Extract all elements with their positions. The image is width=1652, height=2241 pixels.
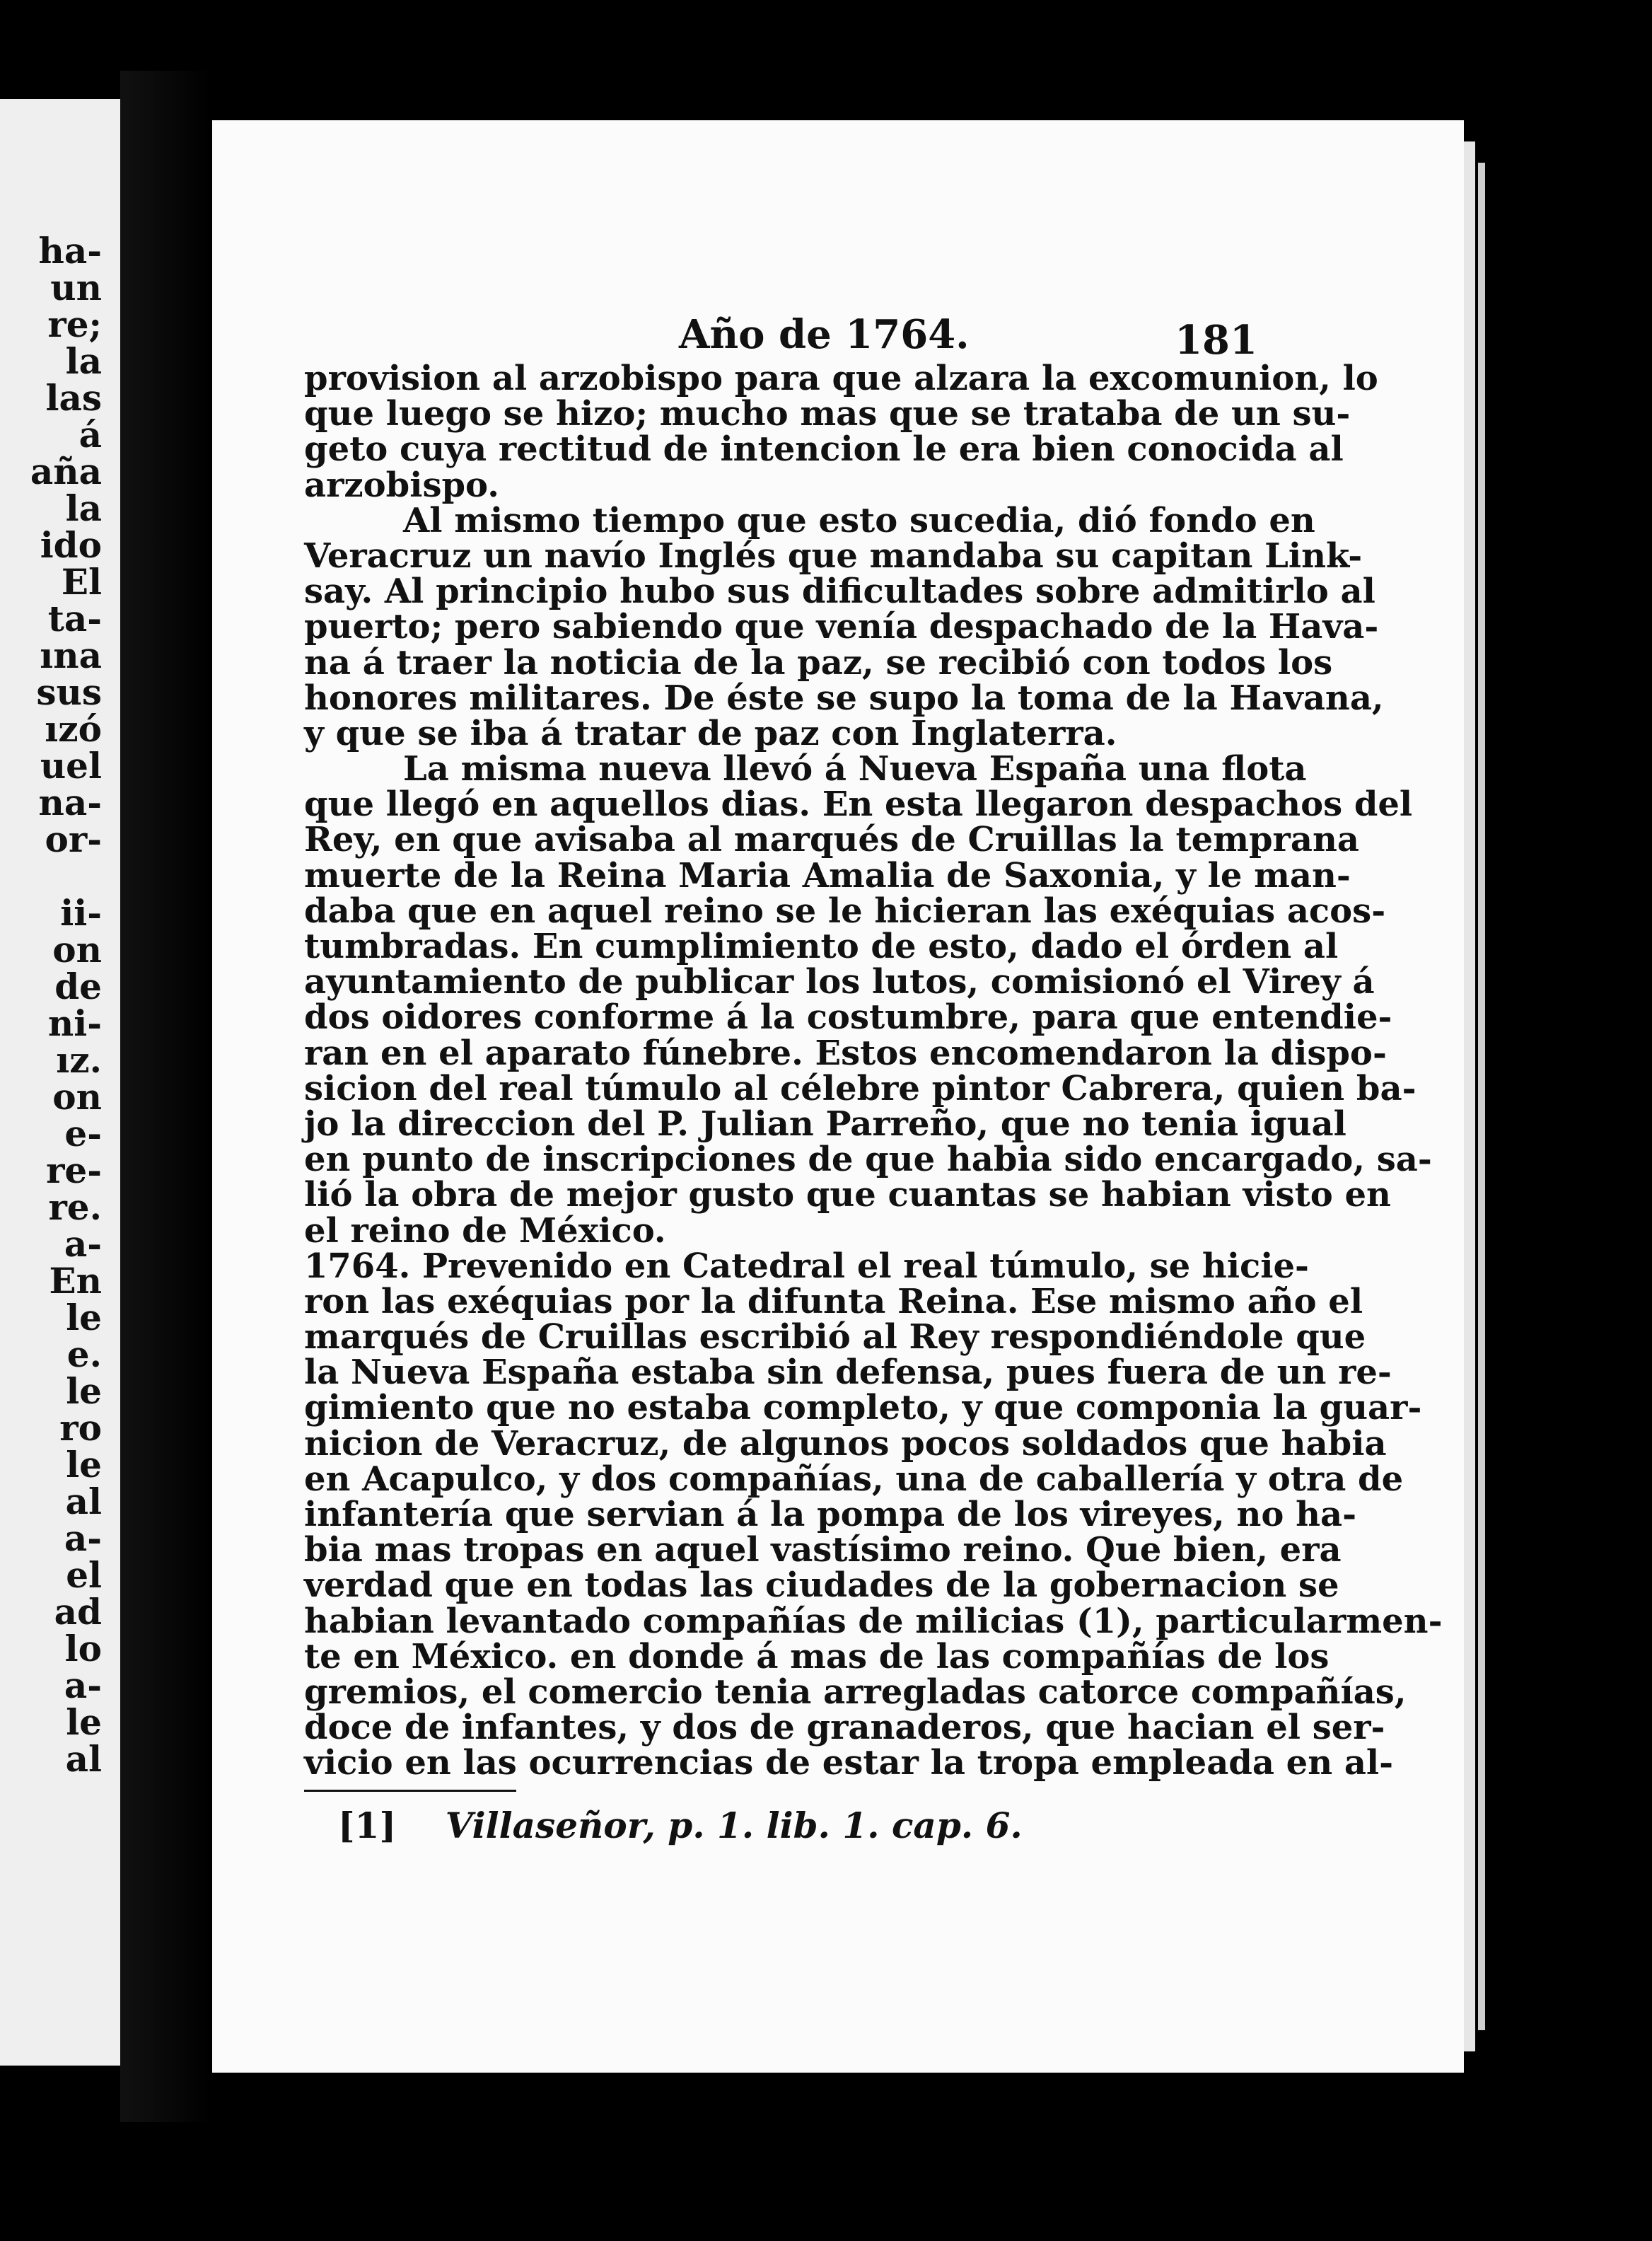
running-head: Año de 1764. (679, 311, 970, 358)
previous-page-fragment: ına (40, 635, 102, 676)
previous-page-fragment: ad (54, 1591, 102, 1633)
previous-page-fragment: ha- (38, 230, 102, 272)
text-line: tumbradas. En cumplimiento de esto, dado el órden al (304, 927, 1339, 966)
footnote-citation: Villaseñor, p. 1. lib. 1. cap. 6. (445, 1804, 1023, 1846)
text-line: daba que en aquel reino se le hicieran las exéquias acos- (304, 891, 1386, 931)
previous-page-fragment: re; (47, 303, 102, 345)
previous-page-fragment: sus (36, 671, 102, 713)
previous-page-fragment: el (66, 1554, 102, 1596)
text-line: en punto de inscripciones de que habia sido encargado, sa- (304, 1140, 1432, 1180)
text-line: lió la obra de mejor gusto que cuantas se habian visto en (304, 1175, 1391, 1215)
previous-page-fragment: las (45, 377, 102, 419)
text-line: honores militares. De éste se supo la toma de la Havana, (304, 678, 1384, 718)
text-line: doce de infantes, y dos de granaderos, que hacian el ser- (304, 1708, 1385, 1748)
text-line: sicion del real túmulo al célebre pintor Cabrera, quien ba- (304, 1068, 1417, 1108)
footnote-rule (304, 1790, 516, 1792)
text-line: marqués de Cruillas escribió al Rey respondiéndole que (304, 1317, 1366, 1357)
text-line: en Acapulco, y dos compañías, una de caballería y otra de (304, 1459, 1404, 1499)
previous-page-fragment: aña (30, 451, 102, 492)
text-line: el reino de México. (304, 1210, 666, 1251)
text-line: ron las exéquias por la difunta Reina. Ese mismo año el (304, 1281, 1363, 1321)
previous-page-fragment: la (65, 340, 102, 382)
previous-page-fragment: on (52, 1076, 102, 1118)
text-line: gimiento que no estaba completo, y que componia la guar- (304, 1388, 1422, 1428)
previous-page-fragment: a- (64, 1664, 102, 1706)
text-line: nicion de Veracruz, de algunos pocos soldados que habia (304, 1423, 1387, 1464)
text-line: verdad que en todas las ciudades de la gobernacion se (304, 1565, 1339, 1606)
page-edge (1478, 163, 1485, 2030)
previous-page-fragment: e- (64, 1113, 102, 1154)
previous-page-fragment: ta- (47, 598, 102, 639)
text-line: 1764. Prevenido en Catedral el real túmulo, se hicie- (304, 1246, 1309, 1286)
footnote (304, 1805, 1266, 1847)
text-line: que llegó en aquellos dias. En esta llegaron despachos del (304, 784, 1413, 825)
footnote-marker: [1] (338, 1804, 397, 1846)
previous-page-fragment: e. (66, 1333, 102, 1375)
previous-page-fragment: ro (59, 1407, 102, 1449)
book-gutter (120, 71, 212, 2122)
text-line: say. Al principio hubo sus dificultades sobre admitirlo al (304, 572, 1375, 612)
previous-page-fragment: El (61, 561, 102, 603)
text-line: dos oidores conforme á la costumbre, para que entendie- (304, 997, 1392, 1038)
previous-page-fragment: re- (46, 1150, 102, 1191)
previous-page-fragment: na- (38, 782, 102, 823)
page-header (304, 311, 1266, 364)
text-line: arzobispo. (304, 465, 499, 505)
previous-page-edge (0, 99, 120, 2066)
previous-page-fragment: le (66, 1370, 102, 1412)
text-line: La misma nueva llevó á Nueva España una flota (403, 749, 1307, 789)
text-line: la Nueva España estaba sin defensa, pues fuera de un re- (304, 1353, 1392, 1393)
text-line: ayuntamiento de publicar los lutos, comisionó el Virey á (304, 962, 1375, 1002)
text-line: vicio en las ocurrencias de estar la tropa empleada en al- (304, 1743, 1394, 1783)
text-line: te en México. en donde á mas de las compañías de los (304, 1636, 1330, 1677)
text-line: ran en el aparato fúnebre. Estos encomendaron la dispo- (304, 1033, 1387, 1073)
previous-page-fragment: lo (64, 1628, 102, 1669)
previous-page-fragment: uel (40, 745, 102, 787)
text-line: Rey, en que avisaba al marqués de Cruillas la temprana (304, 820, 1359, 860)
previous-page-fragment: on (52, 929, 102, 971)
book-page (212, 120, 1464, 2073)
page-text (304, 311, 1443, 1847)
page-number: 181 (1175, 317, 1257, 364)
previous-page-fragment: al (65, 1738, 102, 1780)
text-line: infantería que servian á la pompa de los vireyes, no ha- (304, 1495, 1356, 1534)
text-line: puerto; pero sabiendo que venía despachado de la Hava- (304, 607, 1379, 647)
previous-page-fragment: un (50, 267, 102, 308)
page-edge (1464, 141, 1475, 2051)
text-line: que luego se hizo; mucho mas que se trataba de un su- (304, 394, 1351, 434)
text-line: Veracruz un navío Inglés que mandaba su capitan Link- (304, 535, 1363, 576)
previous-page-fragment: re. (48, 1186, 102, 1228)
previous-page-fragment: a- (64, 1517, 102, 1559)
previous-page-fragment: ii- (60, 892, 102, 934)
previous-page-fragment: ızó (45, 708, 102, 750)
previous-page-fragment: le (66, 1444, 102, 1486)
previous-page-fragment: a- (64, 1223, 102, 1265)
text-line: Al mismo tiempo que esto sucedia, dió fondo en (403, 500, 1315, 540)
previous-page-fragment: á (78, 414, 102, 456)
previous-page-fragment: En (49, 1260, 102, 1302)
previous-page-fragment: al (65, 1481, 102, 1522)
text-line: muerte de la Reina Maria Amalia de Saxonia, y le man- (304, 855, 1351, 896)
text-line: gremios, el comercio tenia arregladas catorce compañías, (304, 1672, 1407, 1712)
text-line: jo la direccion del P. Julian Parreño, que no tenia igual (304, 1104, 1346, 1144)
text-line: na á traer la noticia de la paz, se recibió con todos los (304, 642, 1333, 683)
previous-page-fragment: ido (40, 524, 102, 566)
text-line: geto cuya rectitud de intencion le era bien conocida al (304, 429, 1344, 470)
previous-page-fragment: or- (45, 818, 102, 860)
previous-page-fragment: la (65, 487, 102, 529)
text-line: bia mas tropas en aquel vastísimo reino. Que bien, era (304, 1530, 1342, 1570)
previous-page-fragment: le (66, 1701, 102, 1743)
previous-page-fragment: ni- (47, 1002, 102, 1044)
previous-page-fragment: de (54, 966, 102, 1007)
text-line: habian levantado compañías de milicias (1), particularmen- (304, 1601, 1443, 1641)
previous-page-fragment: le (66, 1297, 102, 1338)
previous-page-fragment: ız. (56, 1039, 102, 1081)
text-line: provision al arzobispo para que alzara la excomunion, lo (304, 359, 1378, 398)
text-line: y que se iba á tratar de paz con Inglaterra. (304, 713, 1117, 753)
body-text (304, 359, 1443, 1783)
